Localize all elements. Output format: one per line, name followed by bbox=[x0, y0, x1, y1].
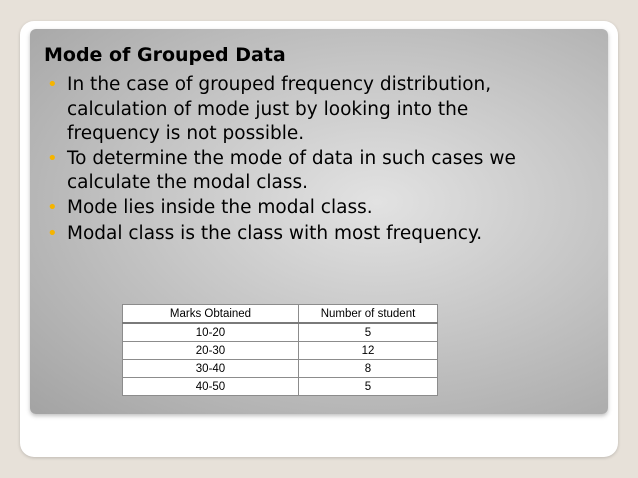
bullet-item bbox=[46, 196, 526, 221]
bullet-text: Mode lies inside the modal class. bbox=[67, 196, 373, 218]
bullet-list bbox=[46, 73, 526, 247]
table-row bbox=[123, 360, 438, 378]
bullet-item bbox=[46, 147, 526, 196]
bullet-icon: • bbox=[47, 196, 58, 218]
slide-title: Mode of Grouped Data bbox=[44, 44, 286, 66]
table-cell-marks: 10-20 bbox=[123, 323, 299, 342]
bullet-icon: • bbox=[47, 147, 58, 169]
table-cell-marks: 40-50 bbox=[123, 378, 299, 396]
bullet-text: Modal class is the class with most frequency. bbox=[67, 223, 483, 244]
table-row bbox=[123, 342, 438, 360]
bullet-text: To determine the mode of data in such cases we calculate the modal class. bbox=[67, 147, 516, 193]
table-cell-marks: 20-30 bbox=[123, 342, 299, 360]
table-row bbox=[123, 378, 438, 396]
column-header-marks: Marks Obtained bbox=[123, 305, 299, 324]
table-cell-students: 5 bbox=[299, 378, 438, 396]
bullet-icon: • bbox=[47, 74, 58, 95]
bullet-item bbox=[46, 73, 526, 147]
bullet-item bbox=[46, 222, 526, 247]
column-header-students: Number of student bbox=[299, 305, 438, 324]
table-cell-marks: 30-40 bbox=[123, 360, 299, 378]
bullet-icon: • bbox=[47, 223, 58, 244]
marks-frequency-table bbox=[122, 304, 438, 396]
table-row bbox=[123, 323, 438, 342]
table-cell-students: 12 bbox=[299, 342, 438, 360]
table-header-row bbox=[123, 305, 438, 324]
bullet-text: In the case of grouped frequency distribution, calculation of mode just by looking into the frequency is not possible. bbox=[67, 74, 492, 144]
table-cell-students: 8 bbox=[299, 360, 438, 378]
table-cell-students: 5 bbox=[299, 323, 438, 342]
